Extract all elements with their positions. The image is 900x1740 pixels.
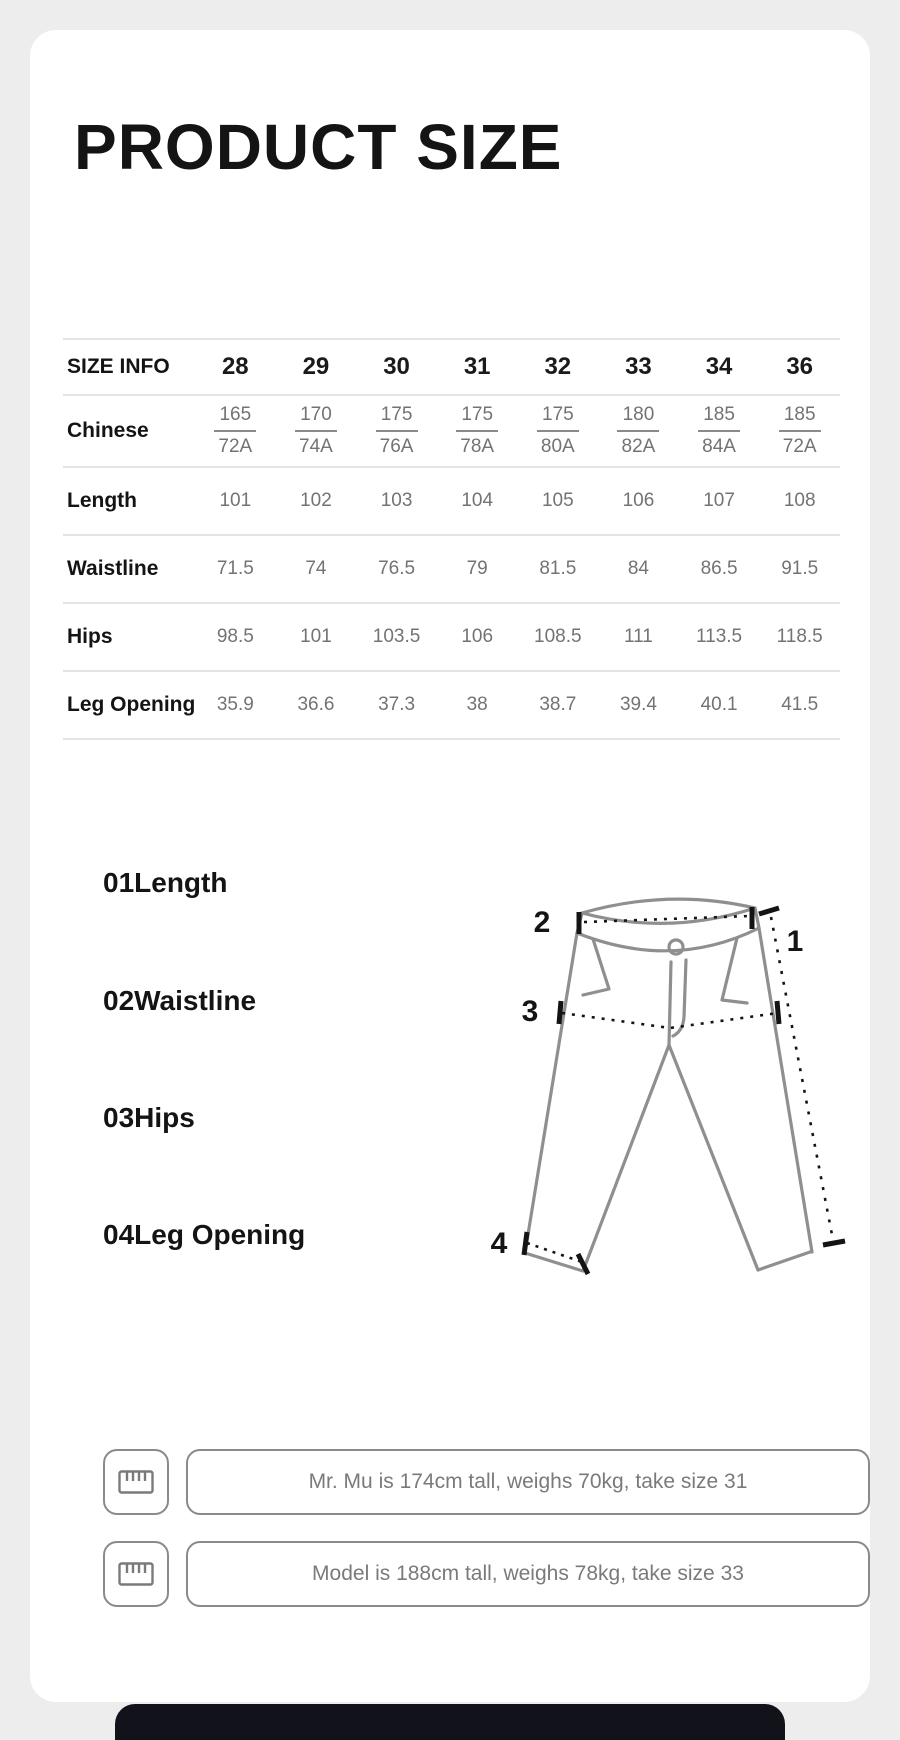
size-column-header: 29 [302,353,330,380]
size-value-cell [598,404,679,458]
size-column-header: 31 [463,353,491,380]
size-value-cell: 104 [461,490,494,511]
measure-code: 02 [103,985,135,1016]
ruler-icon-box [103,1449,169,1515]
size-value-cell [759,404,840,458]
size-value-cell: 108 [783,490,816,511]
size-value-cell: 38.7 [539,694,577,715]
size-value-cell: 103.5 [372,626,421,647]
size-value-cell: 71.5 [216,558,254,579]
size-value-cell: 39.4 [619,694,657,715]
row-label: Chinese [67,419,149,442]
measure-label: Length [134,867,228,898]
measure-item-waistline [103,984,256,1018]
size-table-body [63,394,840,740]
size-column-header: 32 [544,353,572,380]
measure-item-length [103,866,227,900]
row-label: Length [67,489,137,512]
row-label: Leg Opening [67,693,196,716]
size-table-header-label: SIZE INFO [67,355,170,378]
measure-label: Hips [134,1102,195,1133]
size-fraction: $\frac{180}{82A}$ [617,404,659,458]
size-column-header: 28 [221,353,249,380]
next-section-bar [115,1704,785,1740]
size-value-cell: 84 [627,558,649,579]
size-value-cell: 98.5 [216,626,254,647]
ruler-icon-box [103,1541,169,1607]
size-value-cell: 86.5 [700,558,738,579]
size-value-cell: 41.5 [781,694,819,715]
pants-diagram [445,795,875,1295]
size-fraction: $\frac{165}{72A}$ [214,404,256,458]
size-value-cell: 113.5 [695,626,743,647]
size-fraction: $\frac{185}{72A}$ [779,404,821,458]
size-table [63,338,840,740]
size-column-header: 30 [383,353,410,380]
size-fraction: $\frac{170}{74A}$ [295,404,337,458]
size-value-cell: 101 [300,626,332,647]
fit-note-text-1: Mr. Mu is 174cm tall, weighs 70kg, take size 31 [186,1449,870,1515]
size-fraction: $\frac{185}{84A}$ [698,404,740,458]
size-value-cell: 38 [466,694,488,715]
measure-item-leg-opening [103,1218,305,1252]
size-value-cell: 81.5 [539,558,577,579]
size-value-cell: 102 [300,490,332,511]
size-value-cell: 40.1 [700,694,738,715]
marker-2-waistline: 2 [533,906,551,939]
size-value-cell: 105 [541,490,574,511]
size-value-cell [195,404,276,458]
size-value-cell: 111 [623,626,653,647]
measure-label: Leg Opening [134,1219,306,1250]
size-fraction: $\frac{175}{80A}$ [537,404,579,458]
size-fraction: $\frac{175}{76A}$ [376,404,418,458]
measure-code: 03 [103,1102,135,1133]
size-value-cell [679,404,760,458]
size-column-header: 34 [705,353,733,380]
size-value-cell: 79 [466,558,488,579]
size-value-cell: 37.3 [378,694,416,715]
size-value-cell: 35.9 [216,694,254,715]
size-value-cell: 106 [622,490,655,511]
size-value-cell: 106 [461,626,494,647]
size-fraction: $\frac{175}{78A}$ [456,404,498,458]
measure-code: 01 [103,867,135,898]
size-value-cell: 74 [305,558,327,579]
marker-1-length: 1 [786,925,804,958]
fit-note-text-2: Model is 188cm tall, weighs 78kg, take size 33 [186,1541,870,1607]
size-value-cell: 118.5 [776,626,823,647]
size-table-header [63,338,840,394]
size-table-row [63,602,840,670]
row-label: Waistline [67,557,159,580]
size-table-row [63,394,840,466]
row-label: Hips [67,625,113,648]
size-value-cell [518,404,599,458]
size-column-header: 36 [786,353,814,380]
size-table-row [63,534,840,602]
size-table-row [63,466,840,534]
size-value-cell: 36.6 [297,694,335,715]
size-value-cell: 103 [380,490,413,511]
size-column-header: 33 [625,353,652,380]
size-value-cell [437,404,518,458]
size-value-cell: 107 [703,490,735,511]
size-value-cell: 108.5 [534,626,582,647]
pants-outline [525,899,812,1271]
measure-item-hips [103,1101,195,1135]
marker-4-leg-opening: 4 [490,1227,508,1260]
size-value-cell [356,404,437,458]
measure-label: Waistline [134,985,257,1016]
page-title: PRODUCT SIZE [74,111,563,183]
ruler-icon [118,1470,154,1494]
marker-3-hips: 3 [521,995,539,1028]
size-value-cell: 91.5 [781,558,819,579]
size-value-cell: 101 [219,490,252,511]
measure-code: 04 [103,1219,135,1250]
size-value-cell [276,404,357,458]
ruler-icon [118,1562,154,1586]
size-table-row [63,670,840,740]
product-size-card [30,30,870,1702]
size-value-cell: 76.5 [378,558,416,579]
